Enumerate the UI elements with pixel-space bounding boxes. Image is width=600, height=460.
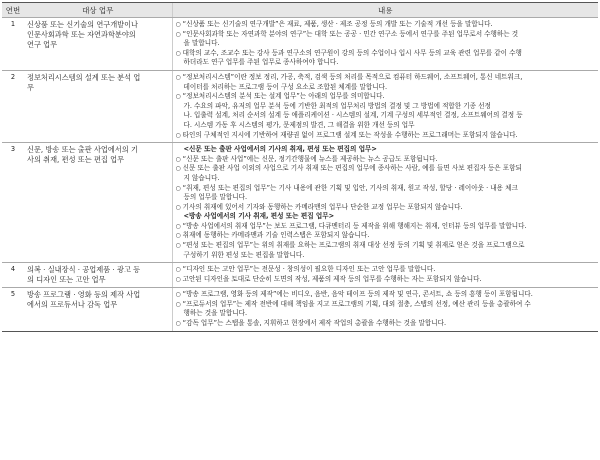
content-line: 하더라도 연구 업무를 주된 업무로 종사하여야 합니다. — [183, 58, 339, 67]
labor-task-table — [2, 2, 598, 332]
task-cell — [24, 70, 172, 142]
content-line: 구성하기 위한 편성 또는 편집을 말합니다. — [183, 250, 305, 259]
content-line: 나. 입출력 설계, 처리 순서의 설계 등 애플리케이션 · 시스템의 설계, 기계 구성의 세부적인 결정, 소프트웨어의 결정 등 — [183, 111, 523, 120]
content-line: ○ 대학의 교수, 조교수 또는 강사 등과 연구소의 연구원이 강의 등의 수업이나 입시 사무 등의 교육 관련 업무를 같이 수행 — [176, 49, 596, 59]
task-line: 사의 취재, 편성 또는 편집 업무 — [27, 155, 125, 165]
task-cell — [24, 263, 172, 288]
task-line: 정보처리시스템의 설계 또는 분석 업 — [27, 72, 141, 82]
content-line: ○ 타인의 구체적인 지시에 기반하여 재량권 없이 프로그램 설계 또는 작성을 수행하는 프로그래머는 포함되지 않습니다. — [176, 131, 596, 141]
header-content: 내용 — [172, 3, 598, 18]
section-heading: <신문 또는 출판 사업에서의 기사의 취재, 편성 또는 편집의 업무> — [183, 145, 377, 154]
content-cell — [172, 288, 598, 331]
task-line: 신문, 방송 또는 출판 사업에서의 기 — [27, 145, 138, 155]
table-row — [2, 18, 598, 71]
table-row — [2, 143, 598, 263]
content-line: ○ “디자인 또는 고안 업무”는 전문성 · 창의성이 필요한 디자인 또는 고안 업무를 말합니다. — [176, 265, 596, 275]
header-no: 연번 — [2, 3, 24, 18]
content-line: 을 말합니다. — [183, 39, 220, 48]
content-line: ○ 취재에 동행하는 카메라맨과 기술 인력스탭은 포함되지 않습니다. — [176, 231, 596, 241]
content-line: ○ “정보처리시스템”이란 정보 정리, 가공, 축적, 검색 등의 처리를 목적으로 컴퓨터 하드웨어, 소프트웨어, 통신 네트워크, — [176, 73, 596, 83]
content-line: ○ 신문 또는 출판 사업 이외의 사업으로 기사 취재 또는 편집의 업무에 종사하는 사람, 예를 들면 사보 편집자 등은 포함되 — [176, 164, 596, 174]
row-number: 5 — [2, 288, 24, 331]
task-cell — [24, 143, 172, 263]
content-line: 가. 수요의 파악, 유저의 업무 분석 등에 기반한 최적의 업무처리 방법의 결정 및 그 방법에 적합한 기종 선정 — [183, 101, 491, 110]
table-header-row — [2, 3, 598, 18]
row-number: 2 — [2, 70, 24, 142]
task-line: 방송 프로그램 · 영화 등의 제작 사업 — [27, 290, 141, 300]
content-line: ○ “취재, 편성 또는 편집의 업무”는 기사 내용에 관한 기획 및 입안, 기사의 취재, 원고 작성, 할당 · 레이아웃 · 내용 체크 — [176, 184, 596, 194]
content-line: ○ “감독 업무”는 스탭을 통솔, 지휘하고 현장에서 제작 작업의 총괄을 수행하는 것을 말합니다. — [176, 319, 596, 329]
content-line: 데이터를 처리하는 프로그램 등이 구성 요소로 조합된 체계를 말합니다. — [183, 82, 388, 91]
task-line: 의복 · 실내장식 · 공업제품 · 광고 등 — [27, 265, 141, 275]
table-row — [2, 70, 598, 142]
content-line: ○ “방송 프로그램, 영화 등의 제작”에는 비디오, 음반, 음악 테이프 등의 제작 및 연극, 콘서트, 쇼 등의 흥행 등이 포함됩니다. — [176, 290, 596, 300]
row-number: 3 — [2, 143, 24, 263]
content-line: ○ “프로듀서의 업무”는 제작 전반에 대해 책임을 지고 프로그램의 기획, 대외 절충, 스탭의 선정, 예산 관리 등을 총괄하여 수 — [176, 300, 596, 310]
content-line: ○ “신문 또는 출판 사업”에는 신문, 정기간행물에 뉴스를 제공하는 뉴스 공급도 포함됩니다. — [176, 155, 596, 165]
content-cell — [172, 143, 598, 263]
header-task: 대상 업무 — [24, 3, 172, 18]
content-line: ○ 기사의 취재에 있어서 기자와 동행하는 카메라맨의 업무나 단순한 교정 업무는 포함되지 않습니다. — [176, 203, 596, 213]
content-line: ○ “정보처리시스템의 분석 또는 설계 업무”는 아래의 업무를 의미합니다. — [176, 92, 596, 102]
content-cell — [172, 263, 598, 288]
task-line: 무 — [27, 82, 34, 92]
task-line: 연구 업무 — [27, 40, 58, 49]
table-row — [2, 263, 598, 288]
content-line: ○ “인문사회과학 또는 자연과학 분야의 연구”는 대학 또는 공공 · 민간 연구소 등에서 연구를 주된 업무로서 수행하는 것 — [176, 30, 596, 40]
content-cell — [172, 70, 598, 142]
content-line: 행하는 것을 말합니다. — [183, 309, 248, 318]
content-line: ○ 고안된 디자인을 토대로 단순히 도면의 작성, 제품의 제작 등의 업무를 수행하는 자는 포함되지 않습니다. — [176, 275, 596, 285]
section-heading: <방송 사업에서의 기사 취재, 편성 또는 편집 업무> — [183, 212, 335, 221]
row-number: 1 — [2, 18, 24, 71]
content-line: ○ “신상품 또는 신기술의 연구개발”은 재료, 제품, 생산 · 제조 공정 등의 개발 또는 기술적 개선 등을 말합니다. — [176, 20, 596, 30]
task-line: 인문사회과학 또는 자연과학분야의 — [27, 30, 136, 39]
row-number: 4 — [2, 263, 24, 288]
task-line: 에서의 프로듀서나 감독 업무 — [27, 300, 118, 310]
content-line: ○ “방송 사업에서의 취재 업무”는 보도 프로그램, 다큐멘터리 등 제작을 위해 행해지는 취재, 인터뷰 등의 업무를 말합니다. — [176, 222, 596, 232]
task-cell — [24, 288, 172, 331]
content-line: 다. 시스템 가동 후 시스템의 평가, 문제점의 발견, 그 해결을 위한 개선 등의 업무 — [183, 120, 415, 129]
task-line: 의 디자인 또는 고안 업무 — [27, 275, 106, 285]
content-line: ○ “편성 또는 편집의 업무”는 위의 취재를 요하는 프로그램의 취재 대상 선정 등의 기획 및 취재로 얻은 것을 프로그램으로 — [176, 241, 596, 251]
content-cell — [172, 18, 598, 71]
content-line: 지 않습니다. — [183, 173, 220, 182]
content-line: 등의 업무를 말합니다. — [183, 193, 248, 202]
task-line: 신상품 또는 신기술의 연구개발이나 — [27, 20, 139, 29]
table-row — [2, 288, 598, 331]
task-cell — [24, 18, 172, 71]
